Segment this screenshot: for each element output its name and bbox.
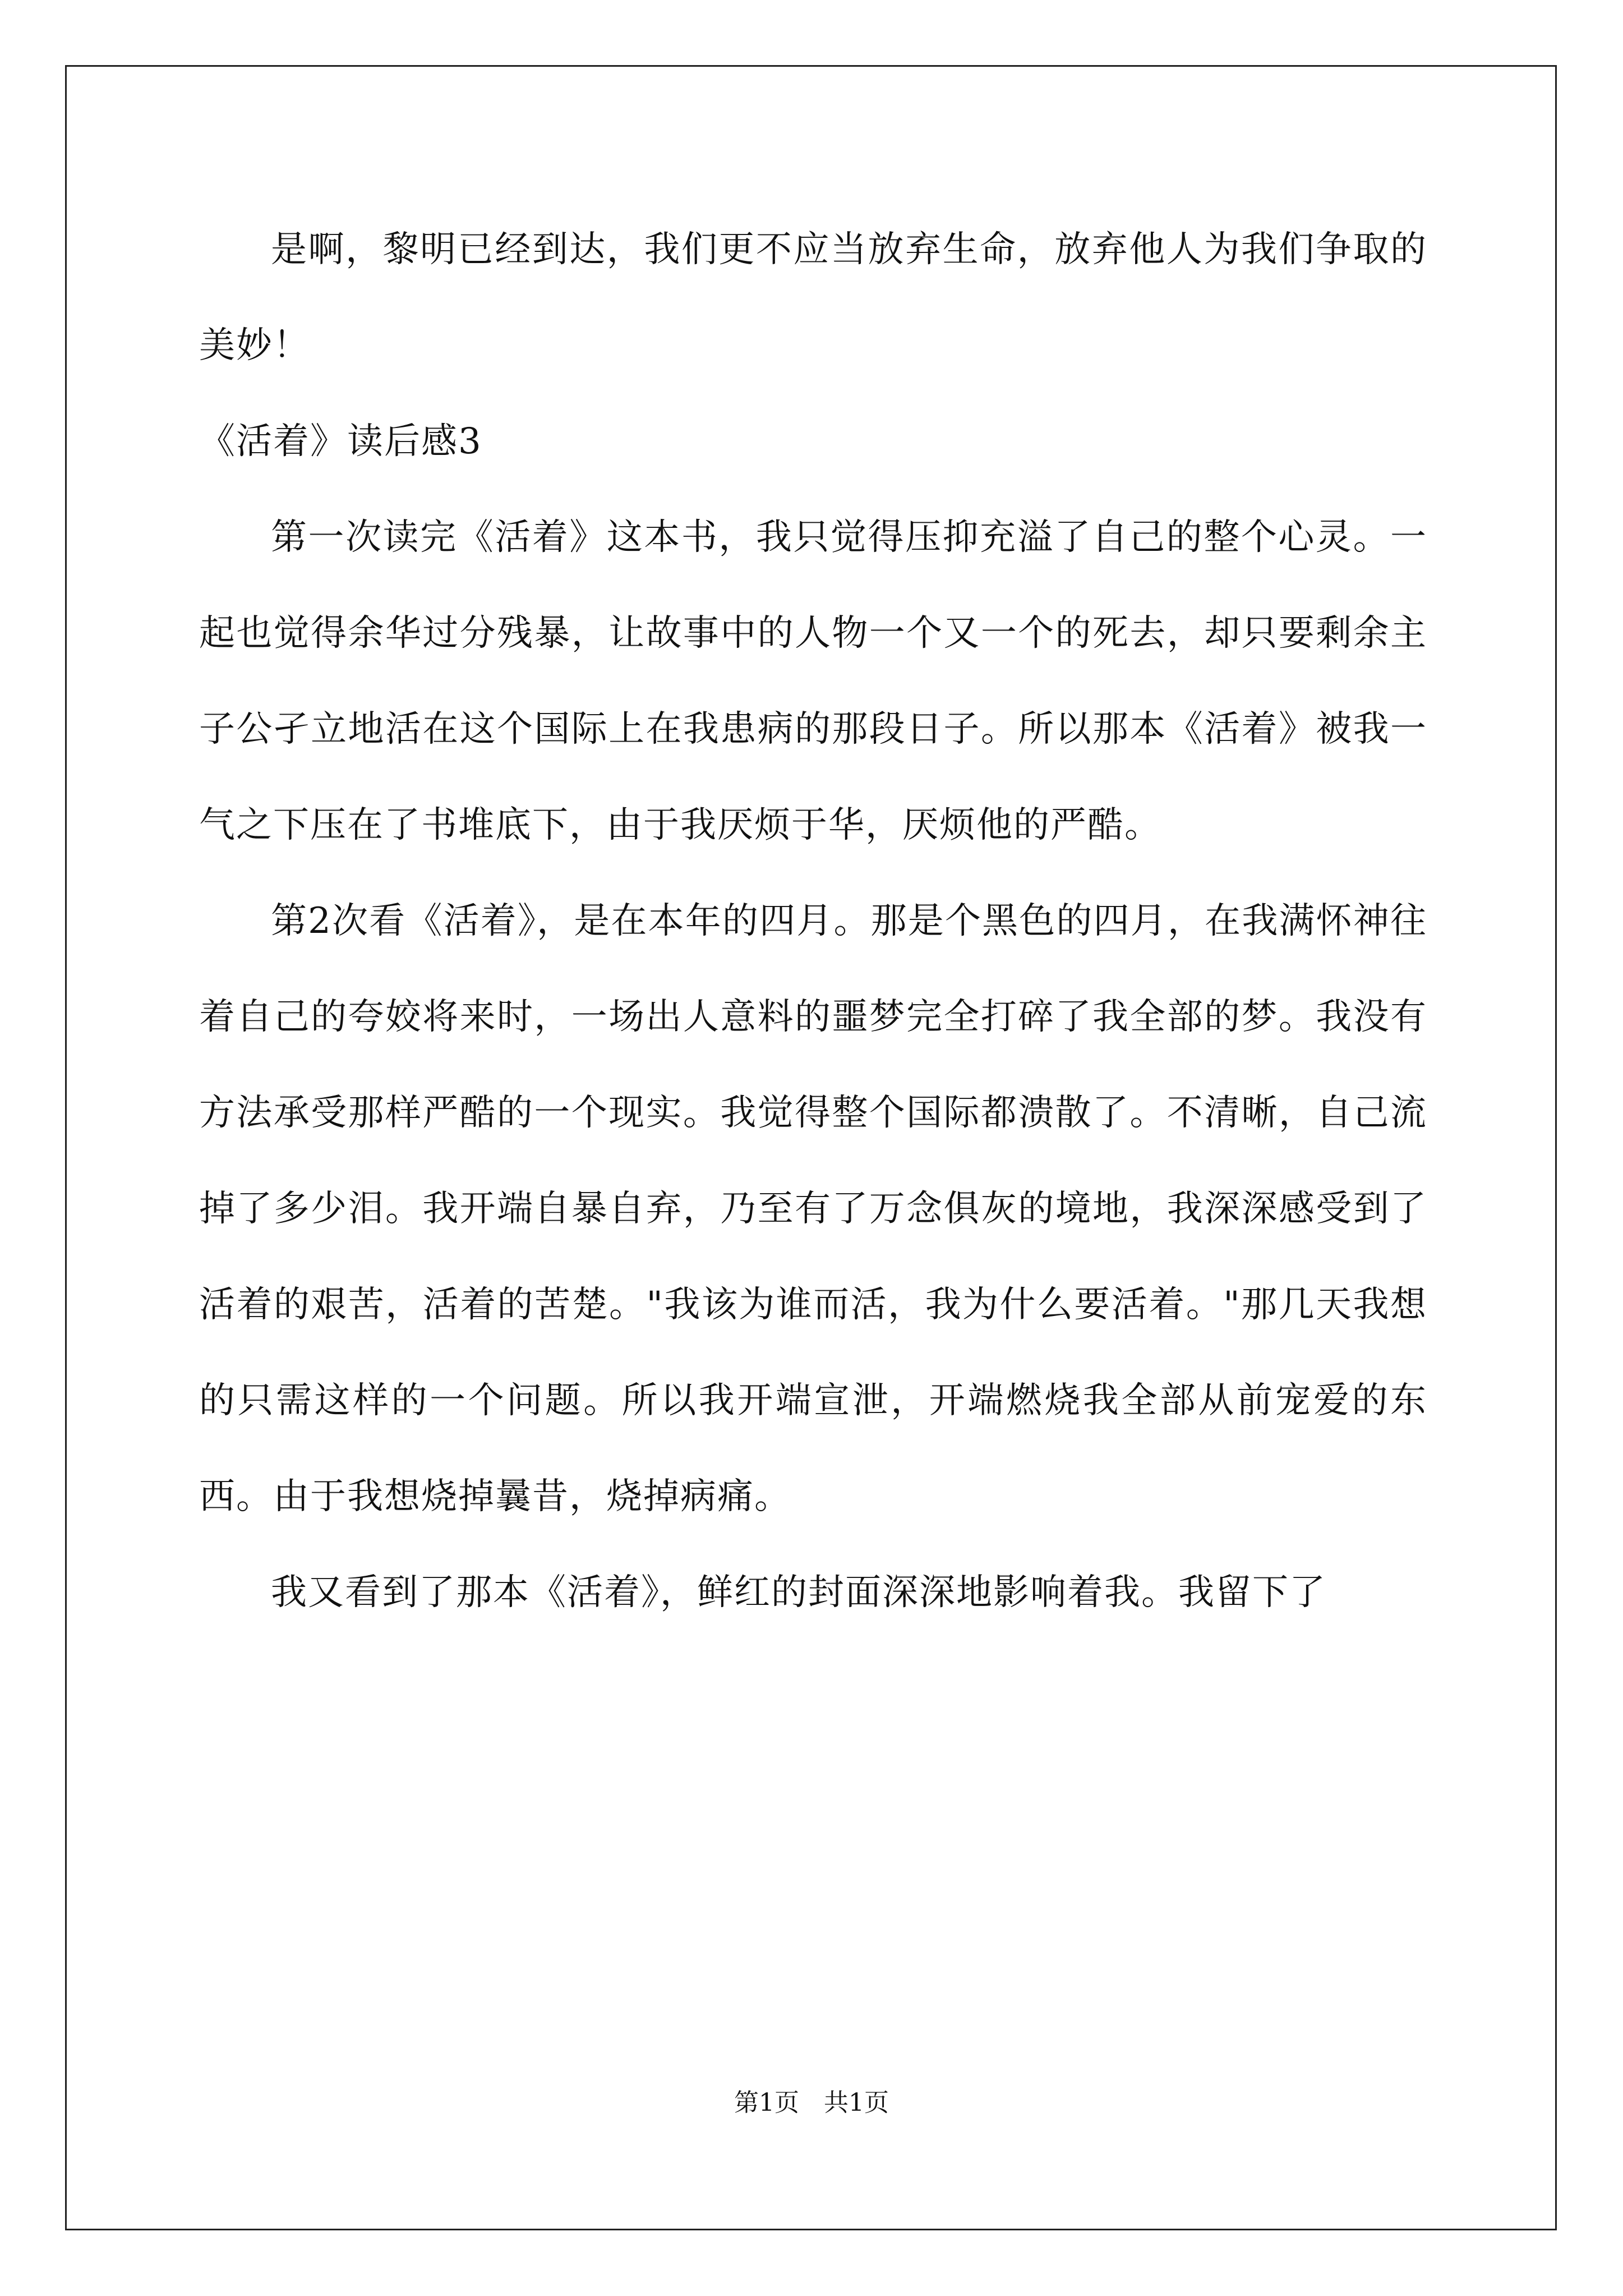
paragraph: 我又看到了那本《活着》，鲜红的封面深深地影响着我。我留下了 bbox=[271, 1572, 1326, 1613]
document-body bbox=[199, 202, 1427, 1641]
paragraph: 第2次看《活着》，是在本年的四月。那是个黑色的四月，在我满怀神往着自己的夸姣将来时，一场出人意料的噩梦完全打碎了我全部的梦。我没有方法承受那样严酷的一个现实。我觉得整个国际都溃散了。不清晰，自己流掉了多少泪。我开端自暴自弃，乃至有了万念俱灰的境地，我深深感受到了活着的艰苦，活着的苦楚。"我该为谁而活，我为什么要活着。"那几天我想的只需这样的一个问题。所以我开端宣泄，开端燃烧我全部从前宠爱的东西。由于我想烧掉曩昔，烧掉病痛。 bbox=[199, 900, 1427, 1517]
paragraph: 第一次读完《活着》这本书，我只觉得压抑充溢了自己的整个心灵。一起也觉得余华过分残暴，让故事中的人物一个又一个的死去，却只要剩余主子公孑立地活在这个国际上在我患病的那段日子。所以那本《活着》被我一气之下压在了书堆底下，由于我厌烦于华，厌烦他的严酷。 bbox=[199, 517, 1427, 846]
page-footer: 第1页 共1页 bbox=[734, 2088, 889, 2117]
section-heading: 《活着》读后感3 bbox=[199, 421, 482, 462]
paragraph: 是啊，黎明已经到达，我们更不应当放弃生命，放弃他人为我们争取的美妙！ bbox=[199, 229, 1427, 366]
